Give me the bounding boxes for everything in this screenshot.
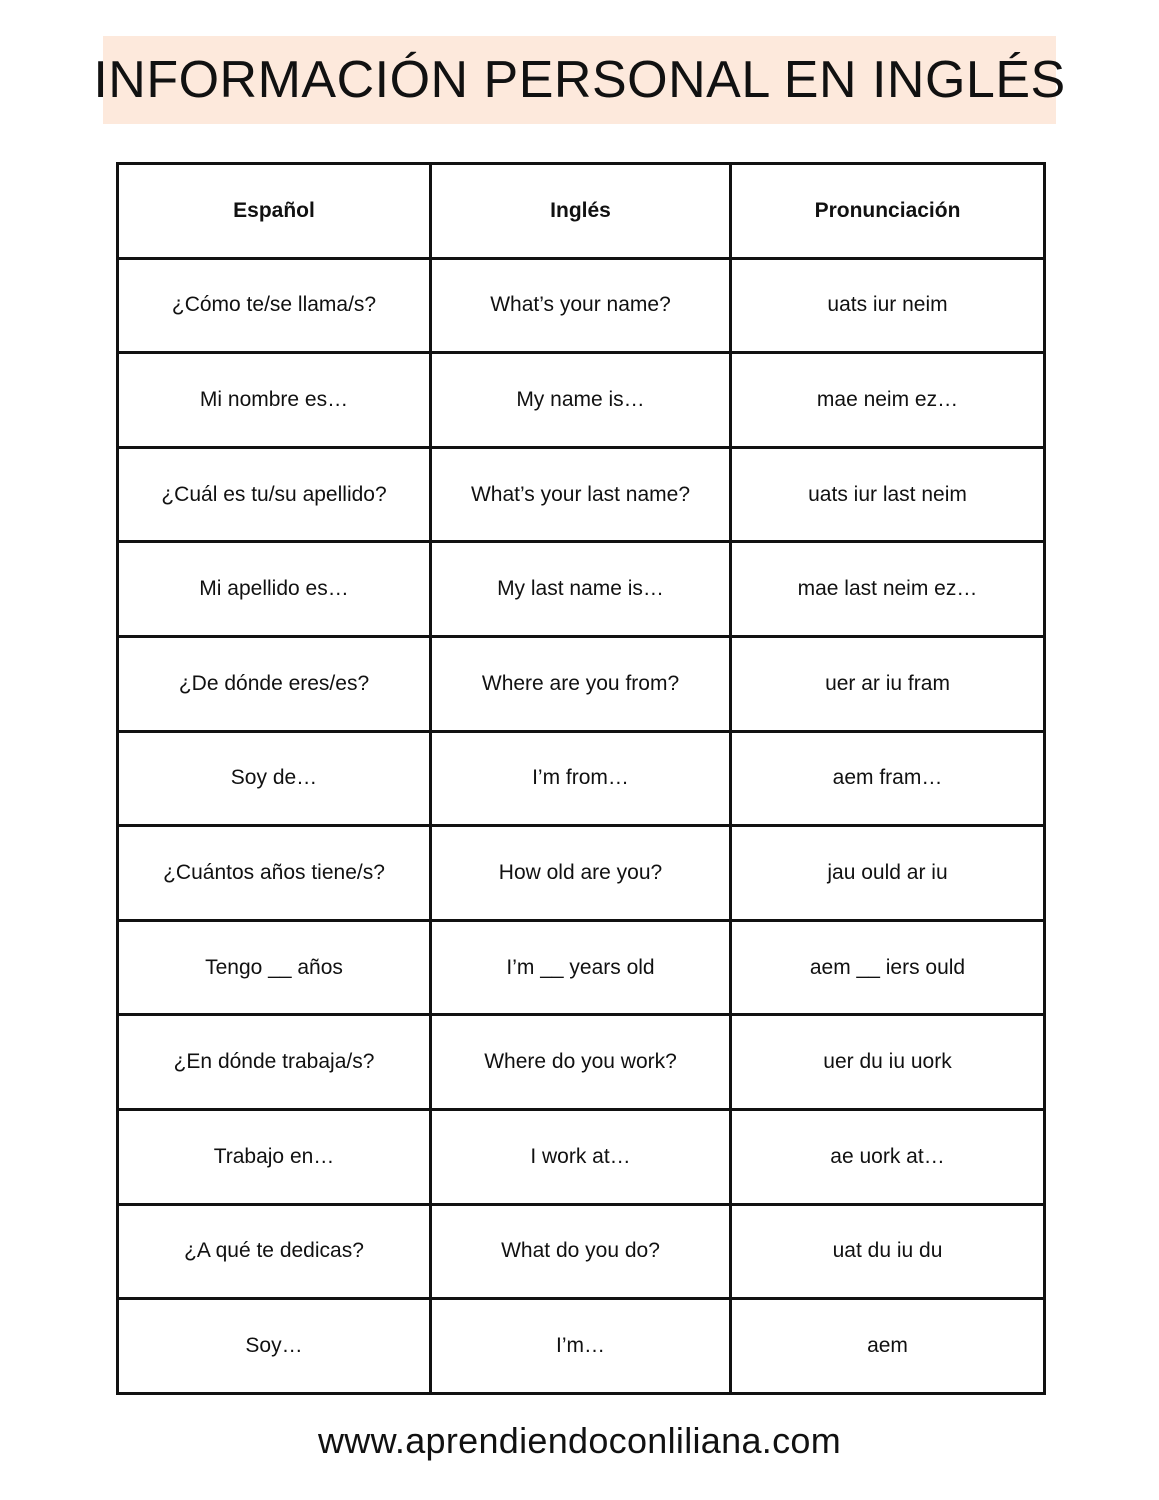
table-row [118,1204,1045,1299]
table-row [118,1299,1045,1394]
cell-espanol: ¿Cómo te/se llama/s? [118,258,431,353]
cell-pronunciacion: uats iur last neim [731,447,1045,542]
cell-ingles: My last name is… [431,542,731,637]
cell-ingles: My name is… [431,353,731,448]
table-row [118,731,1045,826]
cell-espanol: ¿A qué te dedicas? [118,1204,431,1299]
cell-pronunciacion: uer du iu uork [731,1015,1045,1110]
cell-pronunciacion: uat du iu du [731,1204,1045,1299]
table-row [118,542,1045,637]
table-row [118,353,1045,448]
cell-espanol: Soy… [118,1299,431,1394]
cell-espanol: Soy de… [118,731,431,826]
cell-espanol: ¿En dónde trabaja/s? [118,1015,431,1110]
cell-ingles: I work at… [431,1109,731,1204]
table-row [118,1109,1045,1204]
table-row [118,920,1045,1015]
cell-pronunciacion: uats iur neim [731,258,1045,353]
cell-pronunciacion: mae neim ez… [731,353,1045,448]
header-pronunciacion: Pronunciación [731,164,1045,259]
cell-ingles: I’m from… [431,731,731,826]
table-row [118,258,1045,353]
cell-ingles: Where are you from? [431,636,731,731]
cell-ingles: I’m… [431,1299,731,1394]
cell-ingles: Where do you work? [431,1015,731,1110]
table-row [118,826,1045,921]
cell-pronunciacion: aem __ iers ould [731,920,1045,1015]
table-row [118,636,1045,731]
table-header-row [118,164,1045,259]
cell-espanol: Trabajo en… [118,1109,431,1204]
cell-ingles: What do you do? [431,1204,731,1299]
header-ingles: Inglés [431,164,731,259]
cell-pronunciacion: aem fram… [731,731,1045,826]
cell-pronunciacion: aem [731,1299,1045,1394]
cell-espanol: Mi nombre es… [118,353,431,448]
cell-ingles: What’s your name? [431,258,731,353]
website-url: www.aprendiendoconliliana.com [317,1420,841,1461]
table-row [118,447,1045,542]
cell-ingles: What’s your last name? [431,447,731,542]
page-title: INFORMACIÓN PERSONAL EN INGLÉS [93,51,1066,109]
cell-espanol: ¿De dónde eres/es? [118,636,431,731]
cell-pronunciacion: mae last neim ez… [731,542,1045,637]
cell-espanol: ¿Cuántos años tiene/s? [118,826,431,921]
cell-ingles: I’m __ years old [431,920,731,1015]
title-banner [93,36,1066,124]
cell-pronunciacion: jau ould ar iu [731,826,1045,921]
cell-pronunciacion: uer ar iu fram [731,636,1045,731]
header-espanol: Español [118,164,431,259]
cell-ingles: How old are you? [431,826,731,921]
cell-espanol: ¿Cuál es tu/su apellido? [118,447,431,542]
cell-espanol: Mi apellido es… [118,542,431,637]
cell-espanol: Tengo __ años [118,920,431,1015]
cell-pronunciacion: ae uork at… [731,1109,1045,1204]
vocabulary-table [116,162,1046,1395]
table-row [118,1015,1045,1110]
